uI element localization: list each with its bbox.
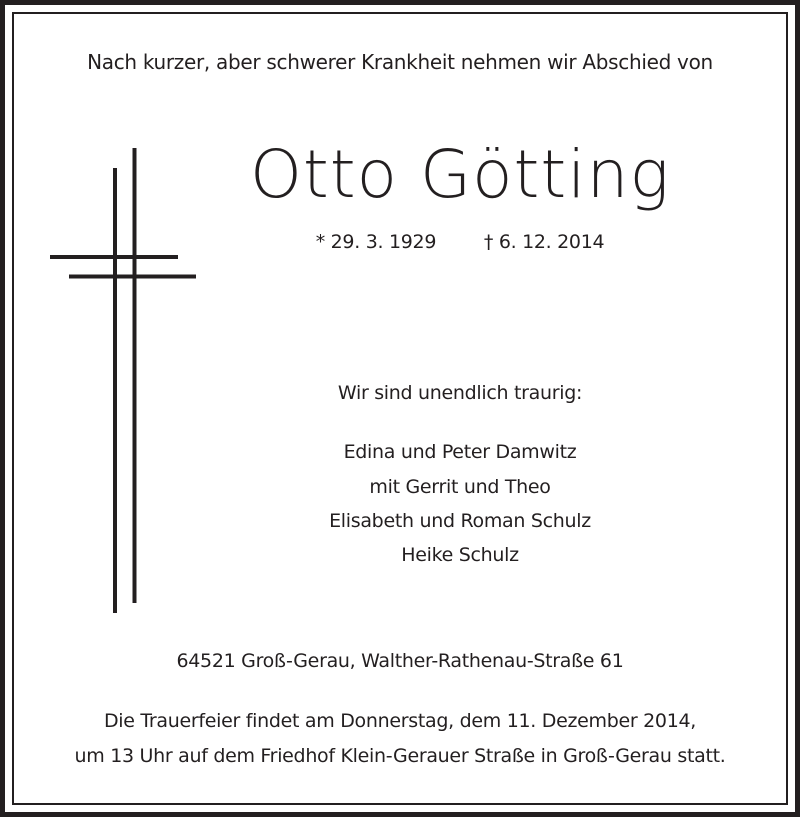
life-dates [300,231,620,253]
family-line: Heike Schulz [401,544,519,566]
family-line: Edina und Peter Damwitz [343,441,577,463]
death-date: † 6. 12. 2014 [483,231,605,253]
intro-text: Nach kurzer, aber schwerer Krankheit nehmen wir Abschied von [87,50,713,74]
service-info-line: Die Trauerfeier findet am Donnerstag, dem 11. Dezember 2014, [103,710,697,732]
address: 64521 Groß-Gerau, Walther-Rathenau-Straße 61 [176,650,624,672]
birth-date: * 29. 3. 1929 [315,231,437,253]
deceased-name: Otto Götting [249,136,671,213]
service-info-line: um 13 Uhr auf dem Friedhof Klein-Gerauer Straße in Groß-Gerau statt. [74,745,726,767]
mourning-line: Wir sind unendlich traurig: [337,382,583,404]
family-line: mit Gerrit und Theo [369,476,551,498]
family-line: Elisabeth und Roman Schulz [329,510,591,532]
